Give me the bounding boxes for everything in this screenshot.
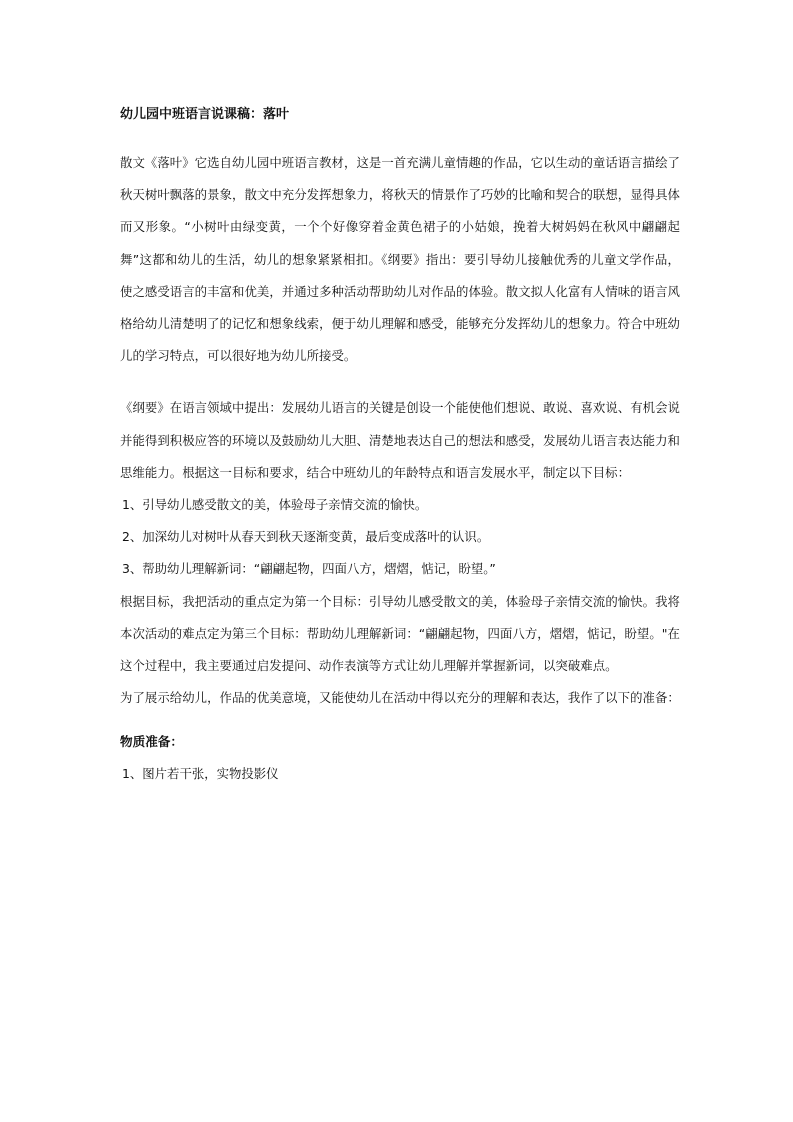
document-body [120,103,680,791]
guideline-paragraph: 《纲要》在语言领域中提出：发展幼儿语言的关键是创设一个能使他们想说、敢说、喜欢说、有机会说并能得到积极应答的环境以及鼓励幼儿大胆、清楚地表达自己的想法和感受，发展幼儿语言表达能力和思维能力。根据这一目标和要求，结合中班幼儿的年龄特点和语言发展水平，制定以下目标： [120,400,680,480]
materials-heading: 物质准备： [120,734,183,750]
goal-item-1: 1、引导幼儿感受散文的美，体验母子亲情交流的愉快。 [122,497,428,513]
document-title: 幼儿园中班语言说课稿：落叶 [120,107,290,122]
preparation-paragraph: 为了展示给幼儿，作品的优美意境，又能使幼儿在活动中得以充分的理解和表达，我作了以下的准备： [120,690,680,706]
goal-item-3: 3、帮助幼儿理解新词：“翩翩起物，四面八方，熠熠，惦记，盼望。” [122,561,496,577]
goals-list [120,489,680,586]
section-spacer [120,714,680,726]
focus-paragraph: 根据目标，我把活动的重点定为第一个目标：引导幼儿感受散文的美，体验母子亲情交流的愉快。我将本次活动的难点定为第三个目标：帮助幼儿理解新词：“翩翩起物，四面八方，熠熠，惦记，盼望。"在这个过程中，我主要通过启发提问、动作表演等方式让幼儿理解并掌握新词，以突破难点。 [120,593,680,674]
goal-item-2: 2、加深幼儿对树叶从春天到秋天逐渐变黄，最后变成落叶的认识。 [122,529,490,545]
intro-paragraph: 散文《落叶》它选自幼儿园中班语言教材，这是一首充满儿童情趣的作品，它以生动的童话语言描绘了秋天树叶飘落的景象，散文中充分发挥想象力，将秋天的情景作了巧妙的比喻和契合的联想，显得具体而又形象。“小树叶由绿变黄，一个个好像穿着金黄色裙子的小姑娘，挽着大树妈妈在秋风中翩翩起舞”这都和幼儿的生活，幼儿的想象紧紧相扣。《纲要》指出：要引导幼儿接触优秀的儿童文学作品，使之感受语言的丰富和优美，并通过多种活动帮助幼儿对作品的体验。散文拟人化富有人情味的语言风格给幼儿清楚明了的记忆和想象线索，便于幼儿理解和感受，能够充分发挥幼儿的想象力。符合中班幼儿的学习特点，可以很好地为幼儿所接受。 [120,155,680,364]
material-item-1: 1、图片若干张，实物投影仪 [122,766,279,782]
paragraph-spacer [120,372,680,392]
